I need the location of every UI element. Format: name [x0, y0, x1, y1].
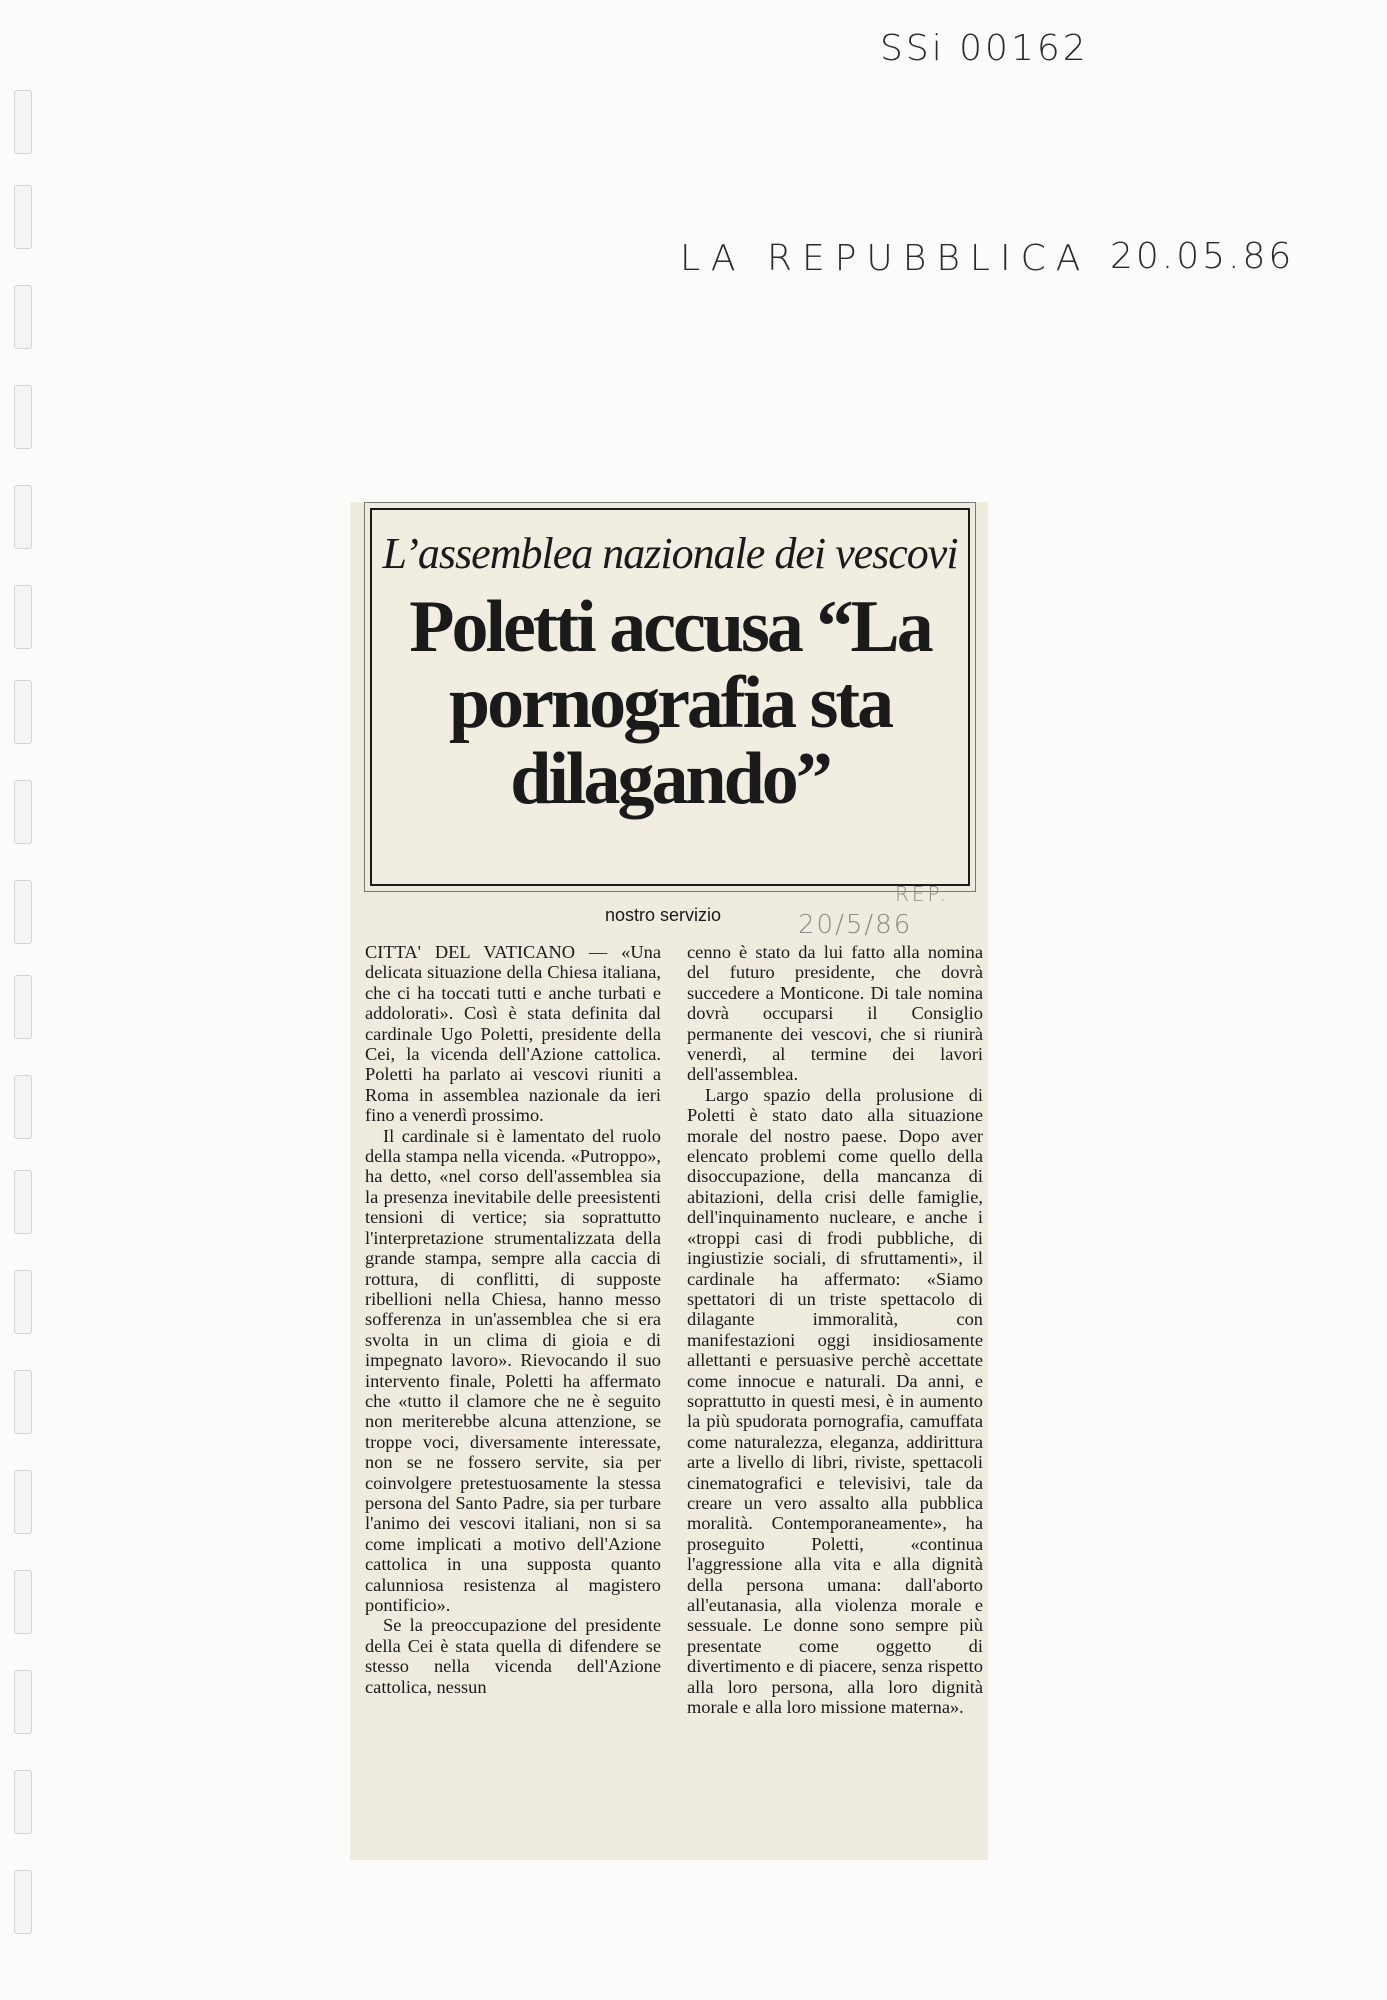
- binder-hole: [14, 780, 32, 844]
- source-annotation: LA REPUBBLICA: [680, 238, 1091, 279]
- stamp-source: REP.: [895, 882, 949, 906]
- binder-hole: [14, 1670, 32, 1734]
- archive-code: SSi 00162: [880, 28, 1089, 69]
- article-column-left: [365, 942, 661, 1697]
- headline-box: [370, 508, 970, 886]
- paragraph: cenno è stato da lui fatto alla nomina del futuro presidente, che dovrà succedere a Monticone. Di tale nomina dovrà occuparsi il Consiglio permanente dei vescovi, che si riunirà venerdì, al termine dei lavori dell'assemblea.: [687, 942, 983, 1085]
- binder-hole: [14, 1470, 32, 1534]
- paragraph: Il cardinale si è lamentato del ruolo della stampa nella vicenda. «Putroppo», ha detto, «nel corso dell'assemblea sia la presenza inevitabile delle preesistenti tensioni di vertice; sia soprattutto l'interpretazione strumentalizzata della grande stampa, sempre alla caccia di rottura, di conflitti, di supposte ribellioni nella Chiesa, hanno messo sofferenza in un'assemblea che si era svolta in un clima di gioia e di impegnato lavoro». Rievocando il suo intervento finale, Poletti ha affermato che «tutto il clamore che ne è seguito non meriterebbe alcuna attenzione, se troppe voci, diversamente interessate, non se ne fossero servite, sia per coinvolgere pretestuosamente la stessa persona del Santo Padre, sia per turbare l'animo dei vescovi italiani, non si sa come implicati a motivo dell'Azione cattolica in una supposta quanto calunniosa resistenza al magistero pontificio».: [365, 1125, 661, 1615]
- stamp-date: 20/5/86: [798, 910, 913, 940]
- date-annotation: 20.05.86: [1110, 236, 1295, 277]
- binder-hole: [14, 680, 32, 744]
- paragraph: Largo spazio della prolusione di Poletti è stato dato alla situazione morale del nostro paese. Dopo aver elencato problemi come quello della disoccupazione, della mancanza di abitazioni, della crisi delle famiglie, dell'inquinamento nucleare, e anche i «troppi casi di frodi pubbliche, di ingiustizie sociali, di sfruttamenti», il cardinale ha affermato: «Siamo spettatori di un triste spettacolo di dilagante immoralità, con manifestazioni oggi insidiosamente allettanti e persuasive perchè accettate come innocue e naturali. Da anni, e soprattutto in questi mesi, è in aumento la più spudorata pornografia, camuffata come naturalezza, eleganza, addirittura arte a livello di libri, riviste, spettacoli cinematografici e televisivi, tale da creare un vero assalto alla pubblica moralità. Contemporaneamente», ha proseguito Poletti, «continua l'aggressione alla vita e alla dignità della persona umana: dall'aborto all'eutanasia, alla violenza morale e sessuale. Le donne sono sempre più presentate come oggetto di divertimento e di piacere, senza rispetto alla loro persona, alla loro dignità morale e alla loro missione materna».: [687, 1084, 983, 1718]
- binder-hole: [14, 185, 32, 249]
- binder-hole: [14, 975, 32, 1039]
- binder-hole: [14, 90, 32, 154]
- binder-hole: [14, 585, 32, 649]
- newspaper-clipping: [350, 502, 988, 1860]
- binder-hole: [14, 1170, 32, 1234]
- paragraph: Se la preoccupazione del presidente della Cei è stata quella di difendere se stesso nella vicenda dell'Azione cattolica, nessun: [365, 1615, 661, 1697]
- kicker: L’assemblea nazionale dei vescovi: [382, 529, 958, 578]
- binder-hole: [14, 1370, 32, 1434]
- binder-hole: [14, 1270, 32, 1334]
- binder-hole: [14, 485, 32, 549]
- paragraph: CITTA' DEL VATICANO — «Una delicata situazione della Chiesa italiana, che ci ha toccati tutti e anche turbati e addolorati». Così è stata definita dal cardinale Ugo Poletti, presidente della Cei, la vicenda dell'Azione cattolica. Poletti ha parlato ai vescovi riuniti a Roma in assemblea nazionale da ieri fino a venerdì prossimo.: [365, 942, 661, 1126]
- binder-holes: [0, 0, 40, 2000]
- article-column-right: [687, 942, 983, 1717]
- binder-hole: [14, 285, 32, 349]
- binder-hole: [14, 1870, 32, 1934]
- binder-hole: [14, 385, 32, 449]
- article-title: Poletti accusa “La pornografia sta dilagando”: [409, 586, 931, 820]
- byline: nostro servizio: [605, 905, 722, 925]
- binder-hole: [14, 1570, 32, 1634]
- binder-hole: [14, 1075, 32, 1139]
- binder-hole: [14, 880, 32, 944]
- binder-hole: [14, 1770, 32, 1834]
